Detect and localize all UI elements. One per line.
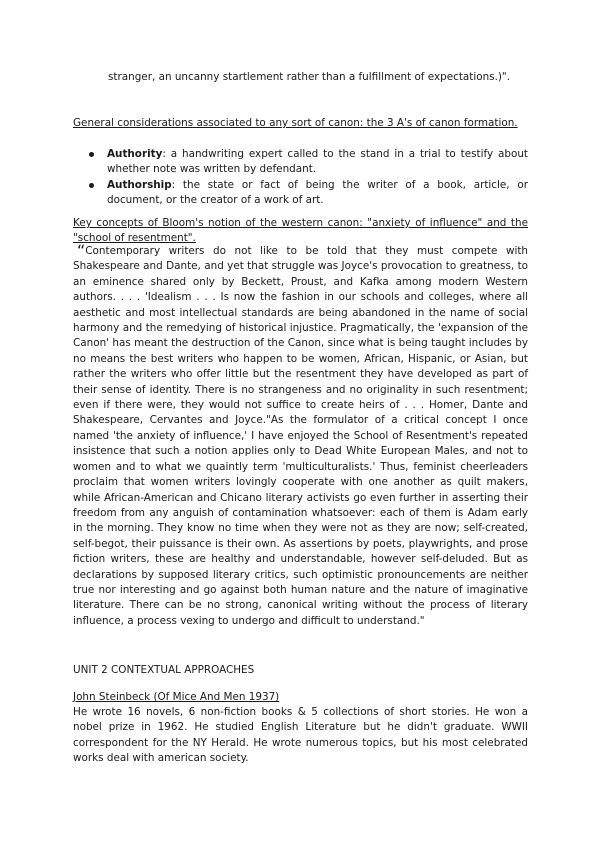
steinbeck-heading: John Steinbeck (Of Mice And Men 1937) [73,691,280,703]
bullet-text: : a handwriting expert called to the stand in a trial to testify about whether note was written by defendant. [107,148,528,176]
bullet-term: Authority [107,148,163,160]
bullet-icon [89,183,94,188]
canon-considerations-heading: General considerations associated to any sort of canon: the 3 A's of canon formation. [73,117,518,129]
bullet-text: : the state or fact of being the writer of a book, article, or document, or the creator of a work of art. [107,178,528,207]
canon-bullet-list [73,147,528,209]
unit-title: UNIT 2 CONTEXTUAL APPROACHES [73,664,255,676]
list-item [73,178,528,209]
bloom-concepts-heading: Key concepts of Bloom's notion of the western canon: "anxiety of influence" and the "school of resentment". [73,217,528,245]
bullet-icon [89,152,94,157]
steinbeck-paragraph: He wrote 16 novels, 6 non-fiction books & 5 collections of short stories. He won a nobel prize in 1962. He studied English Literature but he didn't graduate. WWII correspondent for the NY Herald. He wrote numerous topics, but his most celebrated works deal with american society. [73,706,528,765]
list-item [73,147,528,178]
open-quote-mark: “ [77,241,86,260]
bullet-term: Authorship [107,178,172,191]
bloom-quote-paragraph [73,241,528,629]
continuation-text: stranger, an uncanny startlement rather than a fulfillment of expectations.)". [108,71,511,83]
bloom-quote-text: Contemporary writers do not like to be told that they must compete with Shakespeare and Dante, and yet that struggle was Joyce's provocation to greatness, to an eminence shared only by Beckett, Proust, and Kafka among modern Western authors. . . . 'Idealism . . . Is now the fashion in our schools and colleges, where all aesthetic and most intellectual standards are being abandoned in the name of social harmony and the remedying of historical injustice. Pragmatically, the 'expansion of the Canon' has meant the destruction of the Canon, since what is being taught includes by no means the best writers who happen to be women, African, Hispanic, or Asian, but rather the writers who offer little but the resentment they have developed as part of their sense of identity. There is no strangeness and no originality in such resentment; even if there were, they would not suffice to create heirs of . . . Homer, Dante and Shakespeare, Cervantes and Joyce."As the formulator of a critical concept I once named 'the anxiety of influence,' I have enjoyed the School of Resentment's repeated insistence that such a notion applies only to Dead White European Males, and not to women and to what we quaintly term 'multiculturalists.' Thus, feminist cheerleaders proclaim that women writers lovingly cooperate with one another as quilt makers, while African-American and Chicano literary activists go even further in asserting their freedom from any anguish of contamination whatsoever: each of them is Adam early in the morning. They know no time when they were not as they are now; self-created, self-begot, their puissance is their own. As assertions by poets, playwrights, and prose fiction writers, these are healthy and understandable, however self-deluded. But as declarations by supposed literary critics, such optimistic pronouncements are neither true nor interesting and go against both human nature and the nature of imaginative literature. There can be no strong, canonical writing without the process of literary influence, a process vexing to undergo and difficult to understand." [73,245,528,627]
